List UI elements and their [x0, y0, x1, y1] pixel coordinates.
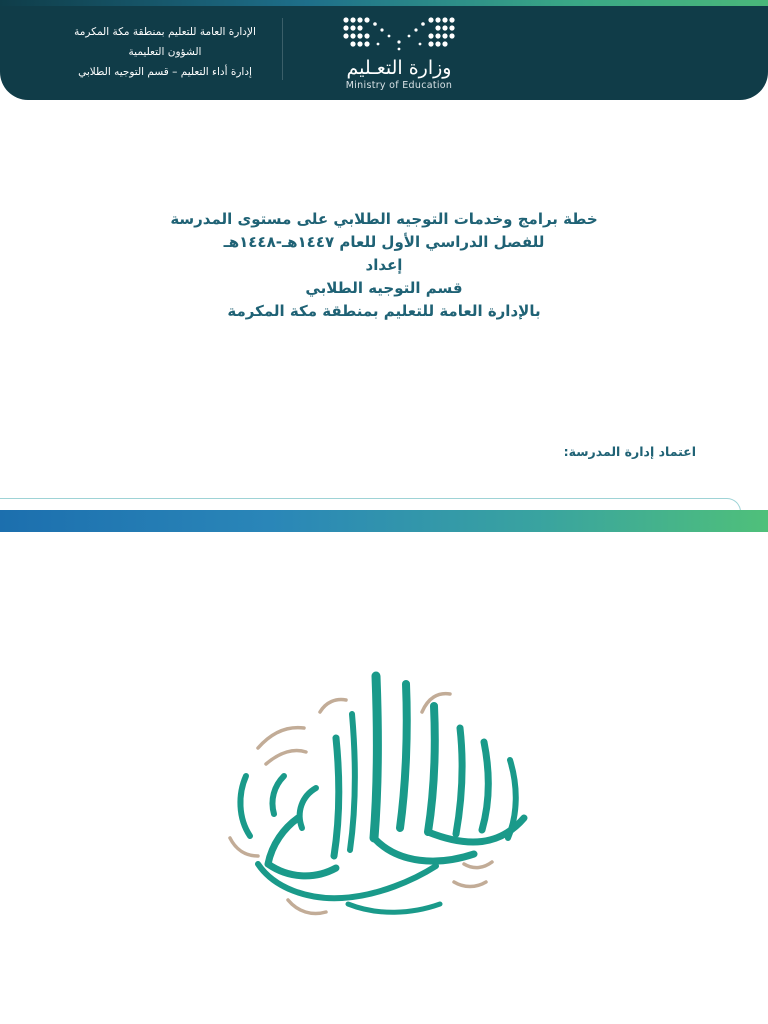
org-line-directorate: الإدارة العامة للتعليم بمنطقة مكة المكرمة — [74, 26, 256, 38]
department-name: قسم التوجيه الطلابي — [305, 279, 463, 297]
org-text-block — [70, 22, 260, 82]
ministry-dots-logo-icon — [342, 14, 456, 54]
directorate-name: بالإدارة العامة للتعليم بمنطقة مكة المكرمة — [227, 302, 541, 320]
org-line-affairs: الشؤون التعليمية — [128, 46, 202, 58]
ministry-name-english: Ministry of Education — [345, 80, 453, 91]
footer-accent-band — [0, 510, 768, 532]
header-divider — [282, 18, 283, 80]
basmala-calligraphy-icon — [228, 668, 538, 930]
plan-title-block — [120, 208, 648, 323]
plan-semester: للفصل الدراسي الأول للعام ١٤٤٧هـ-١٤٤٨هـ — [223, 233, 545, 251]
header-accent-strip — [0, 0, 768, 6]
org-line-department: إدارة أداء التعليم – قسم التوجيه الطلابي — [78, 66, 252, 78]
school-approval-label: اعتماد إدارة المدرسة: — [563, 444, 696, 459]
prepared-by-label: إعداد — [365, 256, 403, 274]
plan-title: خطة برامج وخدمات التوجيه الطلابي على مستوى المدرسة — [170, 210, 598, 228]
ministry-logo — [336, 12, 466, 94]
header-band — [0, 0, 768, 100]
ministry-name-arabic: وزارة التعـليم — [346, 57, 452, 79]
